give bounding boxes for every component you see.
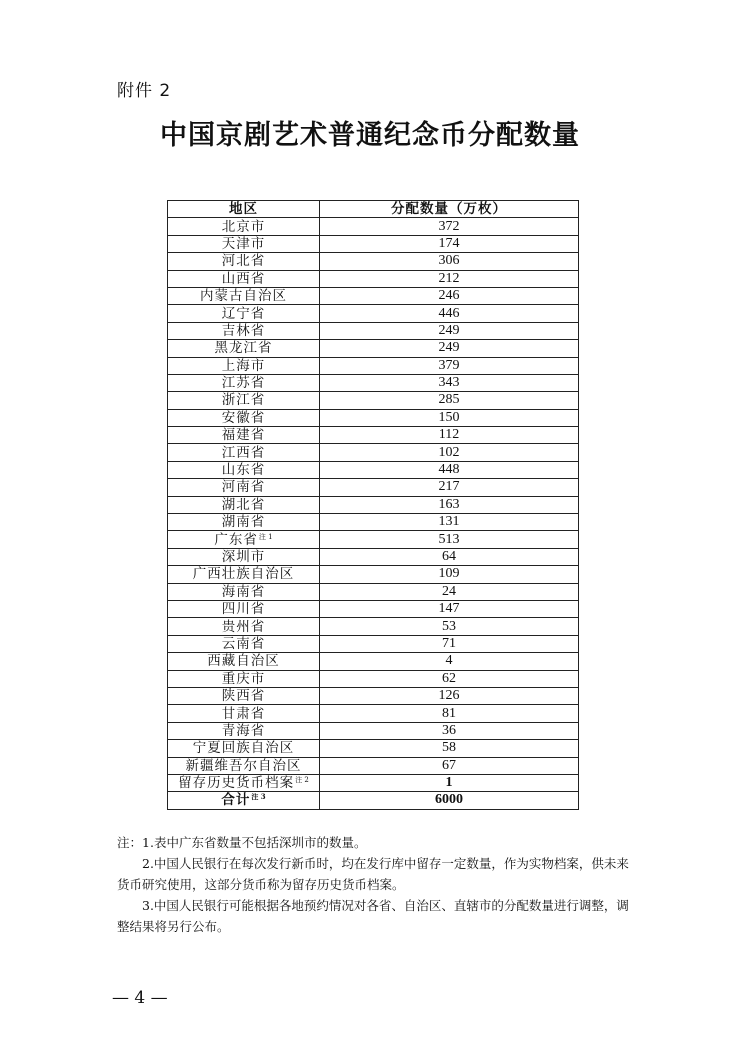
region-cell (168, 392, 320, 409)
quantity-cell: 64 (320, 548, 579, 565)
region-name: 福建省 (221, 427, 266, 444)
region-name: 天津市 (221, 235, 266, 252)
table-row (168, 305, 579, 322)
quantity-cell: 67 (320, 757, 579, 774)
region-name: 甘肃省 (221, 705, 266, 722)
region-name: 内蒙古自治区 (200, 288, 287, 305)
header-region: 地区 (168, 201, 320, 218)
region-name: 江苏省 (221, 375, 266, 392)
region-cell (168, 583, 320, 600)
region-cell (168, 427, 320, 444)
table-row (168, 496, 579, 513)
region-cell (168, 548, 320, 565)
table-row (168, 357, 579, 374)
quantity-cell: 163 (320, 496, 579, 513)
table-row (168, 600, 579, 617)
table-row (168, 670, 579, 687)
region-cell (168, 740, 320, 757)
table-row (168, 235, 579, 252)
region-cell (168, 340, 320, 357)
region-cell (168, 705, 320, 722)
quantity-cell: 249 (320, 322, 579, 339)
quantity-cell: 36 (320, 722, 579, 739)
region-name: 青海省 (221, 722, 266, 739)
table-row (168, 427, 579, 444)
region-name: 吉林省 (221, 322, 266, 339)
table-row (168, 374, 579, 391)
table-row (168, 392, 579, 409)
region-cell (168, 653, 320, 670)
quantity-cell: 306 (320, 253, 579, 270)
region-name: 四川省 (221, 601, 266, 618)
region-name: 重庆市 (221, 670, 266, 687)
region-cell (168, 409, 320, 426)
quantity-cell: 71 (320, 635, 579, 652)
table-row (168, 287, 579, 304)
quantity-cell: 212 (320, 270, 579, 287)
region-name: 北京市 (221, 218, 266, 235)
quantity-cell: 102 (320, 444, 579, 461)
quantity-cell: 131 (320, 514, 579, 531)
region-name: 黑龙江省 (214, 340, 273, 357)
table-row (168, 548, 579, 565)
table-row (168, 322, 579, 339)
region-name: 云南省 (221, 635, 266, 652)
region-cell (168, 444, 320, 461)
quantity-cell: 446 (320, 305, 579, 322)
table-row (168, 618, 579, 635)
region-name: 海南省 (221, 583, 266, 600)
table-row (168, 566, 579, 583)
quantity-cell: 174 (320, 235, 579, 252)
region-cell (168, 235, 320, 252)
distribution-table (167, 200, 579, 810)
region-name: 山东省 (221, 462, 266, 479)
table-row (168, 583, 579, 600)
page-number: — 4 — (112, 988, 168, 1008)
total-quantity: 6000 (320, 792, 579, 809)
quantity-cell: 81 (320, 705, 579, 722)
region-cell (168, 218, 320, 235)
table-row (168, 514, 579, 531)
region-name: 西藏自治区 (207, 653, 280, 670)
quantity-cell: 109 (320, 566, 579, 583)
region-name: 宁夏回族自治区 (192, 740, 295, 757)
note-1-text: 1.表中广东省数量不包括深圳市的数量。 (142, 835, 367, 850)
region-cell (168, 531, 320, 548)
region-name: 河南省 (221, 479, 266, 496)
region-cell (168, 600, 320, 617)
region-cell (168, 670, 320, 687)
quantity-cell: 112 (320, 427, 579, 444)
region-cell (168, 774, 320, 791)
region-name: 浙江省 (221, 392, 266, 409)
table-row (168, 270, 579, 287)
region-cell (168, 305, 320, 322)
footnote-marker: 注 3 (251, 792, 266, 802)
region-cell (168, 635, 320, 652)
region-cell (168, 270, 320, 287)
total-label-cell (168, 792, 320, 809)
quantity-cell: 62 (320, 670, 579, 687)
quantity-cell: 150 (320, 409, 579, 426)
table-row (168, 479, 579, 496)
region-name: 湖北省 (221, 496, 266, 513)
quantity-cell: 343 (320, 374, 579, 391)
quantity-cell: 379 (320, 357, 579, 374)
region-cell (168, 566, 320, 583)
table-row (168, 757, 579, 774)
quantity-cell: 372 (320, 218, 579, 235)
footnote-marker: 注 2 (295, 776, 309, 785)
region-cell (168, 496, 320, 513)
table-row (168, 687, 579, 704)
quantity-cell: 285 (320, 392, 579, 409)
table-row (168, 531, 579, 548)
table-row (168, 774, 579, 791)
table-row (168, 635, 579, 652)
quantity-cell: 58 (320, 740, 579, 757)
table-row (168, 722, 579, 739)
region-cell (168, 722, 320, 739)
table-row (168, 461, 579, 478)
region-cell (168, 374, 320, 391)
table-row (168, 444, 579, 461)
region-name: 留存历史货币档案 (178, 775, 295, 792)
region-name: 湖南省 (221, 514, 266, 531)
table-row (168, 340, 579, 357)
region-name: 陕西省 (221, 688, 266, 705)
region-cell (168, 687, 320, 704)
notes-prefix: 注： (117, 835, 143, 850)
total-label: 合计 (221, 792, 251, 809)
region-name: 贵州省 (221, 618, 266, 635)
note-2: 2.中国人民银行在每次发行新币时，均在发行库中留存一定数量，作为实物档案，供未来货币研究使用，这部分货币称为留存历史货币档案。 (117, 856, 629, 892)
region-name: 广西壮族自治区 (192, 566, 295, 583)
quantity-cell: 147 (320, 600, 579, 617)
region-name: 深圳市 (221, 549, 266, 565)
table-row (168, 218, 579, 235)
region-cell (168, 757, 320, 774)
table-row (168, 705, 579, 722)
attachment-label: 附件 2 (117, 81, 172, 101)
notes-section (117, 832, 637, 937)
note-3: 3.中国人民银行可能根据各地预约情况对各省、自治区、直辖市的分配数量进行调整，调整结果将另行公布。 (117, 898, 629, 934)
region-cell (168, 253, 320, 270)
region-cell (168, 287, 320, 304)
table-row (168, 253, 579, 270)
region-cell (168, 461, 320, 478)
quantity-cell: 513 (320, 531, 579, 548)
table-row (168, 409, 579, 426)
region-name: 安徽省 (221, 409, 266, 426)
table-row (168, 740, 579, 757)
region-cell (168, 357, 320, 374)
header-quantity: 分配数量（万枚） (320, 201, 579, 218)
total-row (168, 792, 579, 809)
quantity-cell: 1 (320, 774, 579, 791)
quantity-cell: 4 (320, 653, 579, 670)
region-cell (168, 618, 320, 635)
table-header-row (168, 201, 579, 218)
footnote-marker: 注 1 (258, 532, 273, 541)
quantity-cell: 24 (320, 583, 579, 600)
quantity-cell: 217 (320, 479, 579, 496)
quantity-cell: 246 (320, 287, 579, 304)
note-1 (117, 832, 637, 853)
region-cell (168, 479, 320, 496)
region-name: 上海市 (221, 357, 266, 374)
page-title: 中国京剧艺术普通纪念币分配数量 (160, 120, 580, 151)
region-name: 江西省 (221, 444, 266, 461)
table-row (168, 653, 579, 670)
region-name: 新疆维吾尔自治区 (185, 757, 302, 774)
quantity-cell: 448 (320, 461, 579, 478)
region-name: 山西省 (221, 270, 266, 287)
region-cell (168, 514, 320, 531)
quantity-cell: 126 (320, 687, 579, 704)
quantity-cell: 249 (320, 340, 579, 357)
region-name: 辽宁省 (221, 305, 266, 322)
quantity-cell: 53 (320, 618, 579, 635)
region-cell (168, 322, 320, 339)
region-name: 河北省 (221, 253, 266, 270)
region-name: 广东省 (214, 531, 258, 548)
